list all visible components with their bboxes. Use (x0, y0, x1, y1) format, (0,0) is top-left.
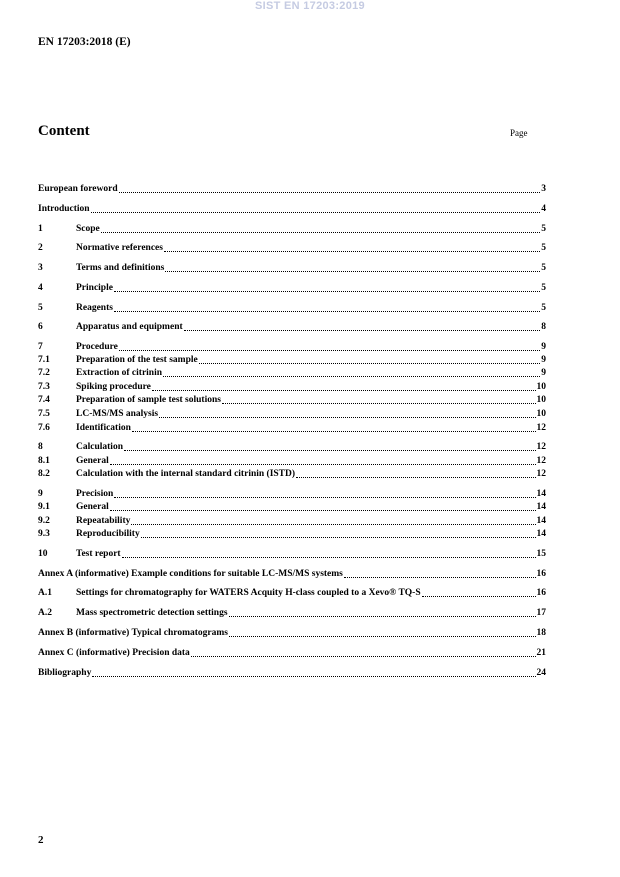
toc-entry-page: 16 (536, 588, 546, 598)
toc-entry-title: Principle (76, 283, 113, 293)
dot-leader (222, 403, 536, 404)
toc-entry-number: 9.2 (38, 516, 50, 526)
toc-entry-page: 5 (541, 283, 546, 293)
toc-entry[interactable] (38, 468, 546, 481)
toc-entry-number: 2 (38, 243, 43, 253)
dot-leader (422, 596, 536, 597)
toc-entry[interactable] (38, 242, 546, 255)
toc-entry-title: Annex C (informative) Precision data (38, 648, 190, 658)
toc-entry-number: 7.4 (38, 395, 50, 405)
toc-entry-title: Mass spectrometric detection settings (76, 608, 228, 618)
toc-entry-number: 3 (38, 263, 43, 273)
toc-entry-page: 9 (541, 342, 546, 352)
toc-entry-page: 10 (536, 409, 546, 419)
toc-entry-title: Spiking procedure (76, 382, 151, 392)
toc-entry-title: Terms and definitions (76, 263, 165, 273)
dot-leader (152, 390, 536, 391)
page-column-label: Page (510, 128, 528, 138)
toc-entry-number: 7 (38, 342, 43, 352)
toc-entry[interactable] (38, 455, 546, 468)
toc-entry-number: 10 (38, 549, 48, 559)
toc-entry-page: 3 (541, 184, 546, 194)
toc-entry[interactable] (38, 341, 546, 354)
toc-entry-page: 18 (536, 628, 546, 638)
toc-entry-page: 14 (536, 502, 546, 512)
toc-entry-page: 14 (536, 516, 546, 526)
toc-entry-title: Calculation (76, 442, 123, 452)
document-id: EN 17203:2018 (E) (38, 36, 131, 48)
toc-entry-page: 17 (536, 608, 546, 618)
toc-entry-page: 14 (536, 529, 546, 539)
dot-leader (229, 636, 536, 637)
toc-entry[interactable] (38, 183, 546, 196)
toc-entry-page: 5 (541, 243, 546, 253)
toc-entry[interactable] (38, 501, 546, 514)
toc-entry-title: Apparatus and equipment (76, 322, 183, 332)
dot-leader (114, 497, 535, 498)
dot-leader (184, 330, 541, 331)
toc-entry-title: Annex A (informative) Example conditions for suitable LC-MS/MS systems (38, 569, 343, 579)
toc-entry-number: 7.6 (38, 423, 50, 433)
toc-entry-number: 6 (38, 322, 43, 332)
toc-entry-number: 4 (38, 283, 43, 293)
toc-entry-page: 14 (536, 489, 546, 499)
toc-entry[interactable] (38, 394, 546, 407)
toc-entry-page: 24 (536, 668, 546, 678)
dot-leader (344, 577, 536, 578)
toc-entry[interactable] (38, 587, 546, 600)
toc-entry[interactable] (38, 367, 546, 380)
dot-leader (114, 291, 540, 292)
toc-entry-number: 7.2 (38, 368, 50, 378)
toc-entry-title: Procedure (76, 342, 118, 352)
toc-entry-page: 10 (536, 382, 546, 392)
toc-entry-page: 9 (541, 355, 546, 365)
toc-entry-page: 16 (536, 569, 546, 579)
toc-entry[interactable] (38, 203, 546, 216)
toc-entry-title: Scope (76, 224, 100, 234)
toc-entry-page: 15 (536, 549, 546, 559)
toc-entry-title: Preparation of the test sample (76, 355, 198, 365)
dot-leader (229, 616, 536, 617)
toc-entry-title: Introduction (38, 204, 90, 214)
toc-entry[interactable] (38, 354, 546, 367)
toc-entry-title: Reagents (76, 303, 113, 313)
toc-entry[interactable] (38, 302, 546, 315)
toc-entry-title: Preparation of sample test solutions (76, 395, 221, 405)
toc-entry-page: 10 (536, 395, 546, 405)
dot-leader (91, 212, 541, 213)
toc-title: Content (38, 123, 90, 139)
toc-entry-page: 4 (541, 204, 546, 214)
toc-entry-title: Bibliography (38, 668, 92, 678)
toc-entry-page: 5 (541, 263, 546, 273)
toc-entry-title: General (76, 502, 109, 512)
dot-leader (122, 557, 536, 558)
toc-entry-title: LC-MS/MS analysis (76, 409, 159, 419)
toc-entry-number: 8 (38, 442, 43, 452)
toc-entry[interactable] (38, 515, 546, 528)
toc-entry-title: European foreword (38, 184, 118, 194)
toc-entry[interactable] (38, 667, 546, 680)
watermark: SIST EN 17203:2019 (255, 0, 365, 12)
dot-leader (132, 431, 536, 432)
dot-leader (119, 192, 541, 193)
dot-leader (199, 363, 541, 364)
toc-entry-title: Annex B (informative) Typical chromatograms (38, 628, 228, 638)
dot-leader (165, 271, 540, 272)
toc-entry-number: 8.1 (38, 456, 50, 466)
toc-entry-number: 9.1 (38, 502, 50, 512)
dot-leader (164, 251, 540, 252)
toc-entry-number: 1 (38, 224, 43, 234)
toc-entry-number: 5 (38, 303, 43, 313)
toc-entry[interactable] (38, 441, 546, 454)
dot-leader (110, 464, 536, 465)
toc-entry-title: General (76, 456, 109, 466)
toc-entry-title: Test report (76, 549, 121, 559)
toc-entry[interactable] (38, 568, 546, 581)
dot-leader (124, 450, 536, 451)
toc-entry[interactable] (38, 488, 546, 501)
toc-entry-title: Identification (76, 423, 131, 433)
toc-entry-title: Reproducibility (76, 529, 140, 539)
toc-entry-page: 5 (541, 303, 546, 313)
toc-entry[interactable] (38, 381, 546, 394)
toc-entry-title: Repeatability (76, 516, 131, 526)
toc-entry-page: 5 (541, 224, 546, 234)
toc-entry-page: 12 (536, 469, 546, 479)
dot-leader (92, 676, 535, 677)
toc-entry-title: Settings for chromatography for WATERS Acquity H-class coupled to a Xevo® TQ-S (76, 588, 421, 598)
toc-entry[interactable] (38, 607, 546, 620)
toc-entry-page: 12 (536, 456, 546, 466)
toc-entry-title: Calculation with the internal standard citrinin (ISTD) (76, 469, 296, 479)
toc-entry[interactable] (38, 282, 546, 295)
toc-entry-number: 7.5 (38, 409, 50, 419)
dot-leader (296, 477, 535, 478)
toc-entry-number: 7.1 (38, 355, 50, 365)
dot-leader (114, 311, 540, 312)
page-number: 2 (38, 834, 44, 846)
toc-entry-page: 12 (536, 423, 546, 433)
toc-entry[interactable] (38, 262, 546, 275)
dot-leader (191, 656, 536, 657)
toc-entry-number: A.1 (38, 588, 52, 598)
toc-entry-page: 21 (536, 648, 546, 658)
dot-leader (131, 524, 535, 525)
toc-entry-title: Precision (76, 489, 114, 499)
toc-entry-number: A.2 (38, 608, 52, 618)
toc-entry[interactable] (38, 422, 546, 435)
toc-entry[interactable] (38, 321, 546, 334)
toc-entry-number: 7.3 (38, 382, 50, 392)
toc-entry[interactable] (38, 647, 546, 660)
toc-entry[interactable] (38, 548, 546, 561)
dot-leader (163, 376, 540, 377)
dot-leader (110, 510, 536, 511)
dot-leader (141, 537, 536, 538)
dot-leader (159, 417, 535, 418)
toc-entry[interactable] (38, 528, 546, 541)
dot-leader (101, 232, 541, 233)
toc-entry-number: 8.2 (38, 469, 50, 479)
toc-entry-page: 9 (541, 368, 546, 378)
toc-entry-page: 12 (536, 442, 546, 452)
toc-entry-title: Normative references (76, 243, 163, 253)
toc-entry[interactable] (38, 223, 546, 236)
toc-entry-number: 9 (38, 489, 43, 499)
dot-leader (119, 350, 540, 351)
toc-entry-page: 8 (541, 322, 546, 332)
toc-entry-title: Extraction of citrinin (76, 368, 163, 378)
toc-entry[interactable] (38, 627, 546, 640)
toc-entry[interactable] (38, 408, 546, 421)
toc-entry-number: 9.3 (38, 529, 50, 539)
